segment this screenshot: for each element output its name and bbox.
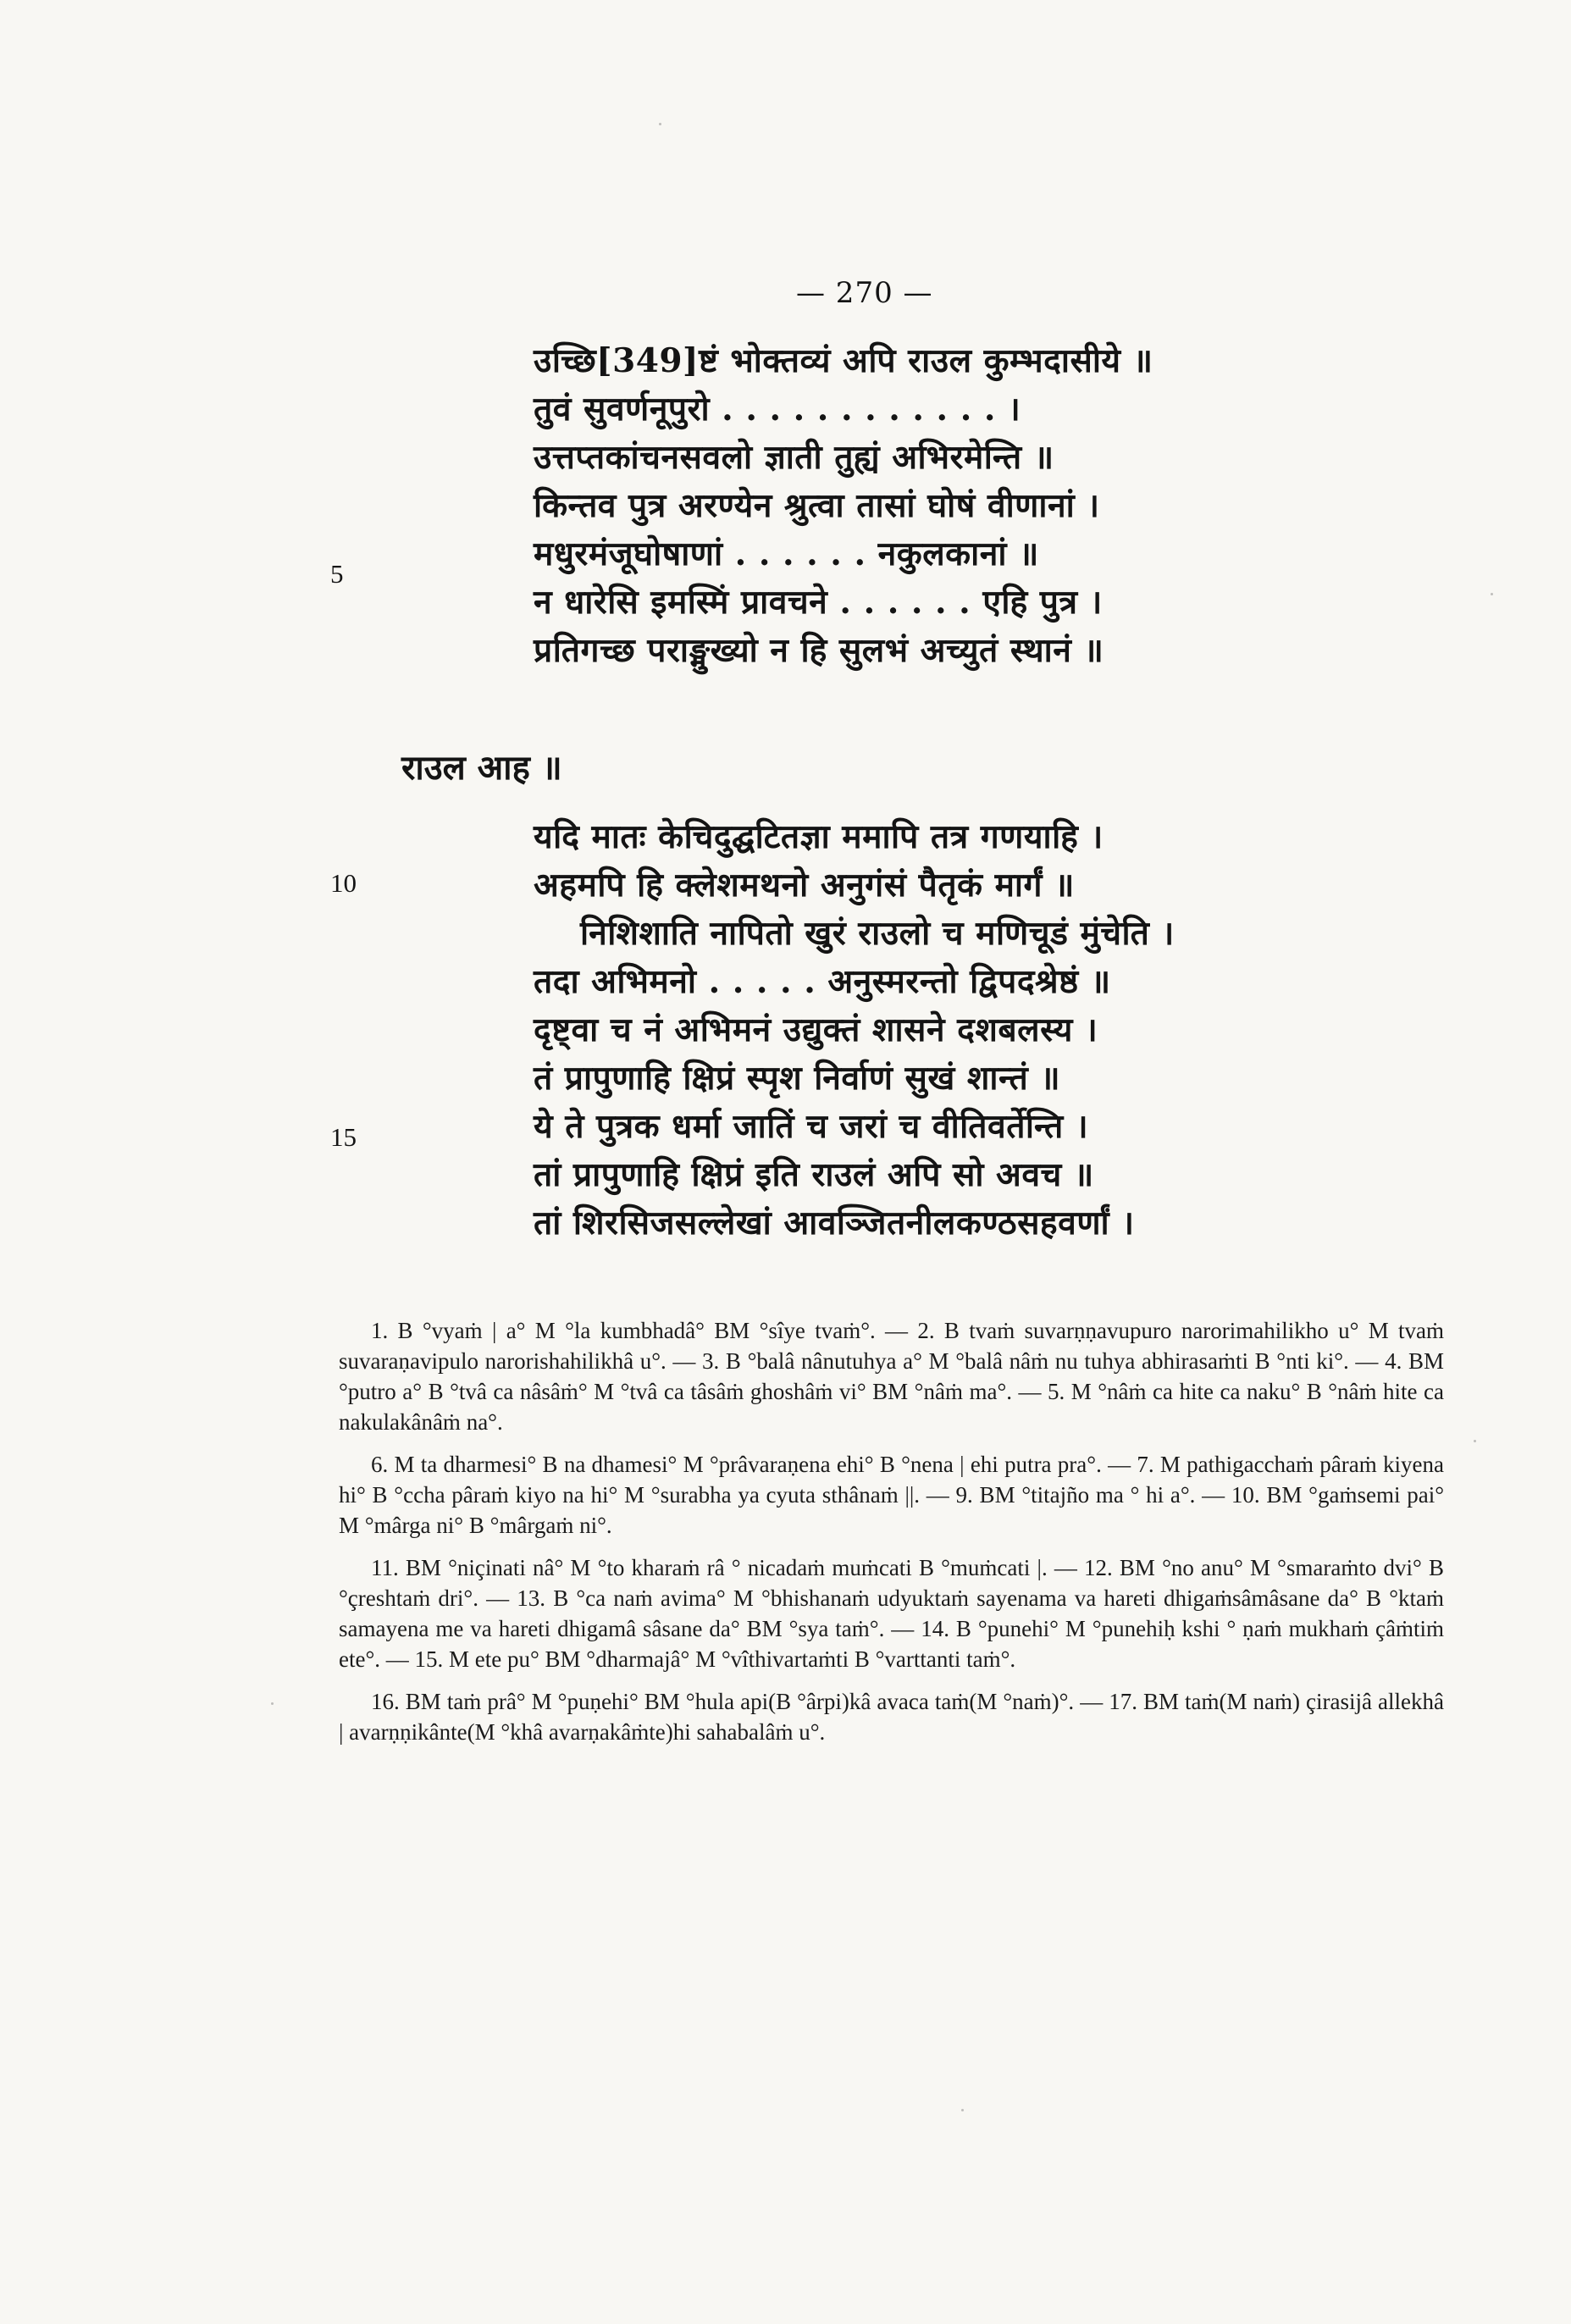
speaker-heading: राउल आह ॥ <box>401 748 562 788</box>
verse-line: तुवं सुवर्णनूपुरो . . . . . . . . . . . . । <box>534 390 1021 429</box>
footnote-paragraph: 11. BM °niçinati nâ° M °to kharaṁ râ ° nicadaṁ muṁcati B °muṁcati |. — 12. BM °no anu° M °smaraṁto dvi° B °çreshtaṁ dri°. — 13. B °ca naṁ avima° M °bhishanaṁ udyuktaṁ sayenama va hareti dhigaṁsâmâsane da° B °ktaṁ samayena me va hareti dhigamâ sâsane da° BM °sya taṁ°. — 14. B °punehi° M °punehiḥ kshi ° ṇaṁ mukhaṁ çâṁtiṁ ete°. — 15. M ete pu° BM °dharmajâ° M °vîthivartaṁti B °varttanti taṁ°. <box>339 1555 1444 1672</box>
line-number-10: 10 <box>330 868 357 898</box>
verse-section-2 <box>534 813 1296 1248</box>
verse-line: दृष्ट्वा च नं अभिमनं उद्युक्तं शासने दशबलस्य । <box>534 1010 1098 1049</box>
verse-line: न धारेसि इमस्मिं प्रावचने . . . . . . एहि पुत्र । <box>534 583 1103 622</box>
footnote-paragraph: 6. M ta dharmesi° B na dhamesi° M °prâvaraṇena ehi° B °nena | ehi putra pra°. — 7. M pathigacchaṁ pâraṁ kiyena hi° B °ccha pâraṁ kiyo na hi° M °surabha ya cyuta sthânaṁ ||. — 9. BM °titajño ma ° hi a°. — 10. BM °gaṁsemi pai° M °mârga ni° B °mârgaṁ ni°. <box>339 1452 1444 1538</box>
paper-speck <box>961 2109 964 2111</box>
verse-line: उत्तप्तकांचनसवलो ज्ञाती तुह्यं अभिरमेन्ति ॥ <box>534 438 1054 477</box>
paper-speck <box>1474 1440 1476 1442</box>
line-number-15: 15 <box>330 1122 357 1152</box>
verse-line: तां शिरसिजसल्लेखां आवञ्जितनीलकण्ठसहवर्णां । <box>534 1204 1135 1242</box>
verse-line: तदा अभिमनो . . . . . अनुस्मरन्तो द्विपदश्रेष्ठं ॥ <box>534 962 1111 1001</box>
footnote-paragraph: 16. BM taṁ prâ° M °puṇehi° BM °hula api(B °ârpi)kâ avaca taṁ(M °naṁ)°. — 17. BM taṁ(M naṁ) çirasijâ allekhâ | avarṇṇikânte(M °khâ avarṇakâṁte)hi sahabalâṁ u°. <box>339 1689 1444 1745</box>
verse-line: उच्छि[349]ष्टं भोक्तव्यं अपि राउल कुम्भदासीये ॥ <box>534 341 1153 380</box>
verse-line: मधुरमंजूघोषाणां . . . . . . नकुलकानां ॥ <box>534 534 1039 573</box>
verse-line: यदि मातः केचिदुद्घटितज्ञा ममापि तत्र गणयाहि । <box>534 817 1104 856</box>
verse-line: तं प्रापुणाहि क्षिप्रं स्पृश निर्वाणं सुखं शान्तं ॥ <box>534 1059 1061 1098</box>
page-number: — 270 — <box>796 276 933 310</box>
footnote-paragraph: 1. B °vyaṁ | a° M °la kumbhadâ° BM °sîye tvaṁ°. — 2. B tvaṁ suvarṇṇavupuro narorimahilikho u° M tvaṁ suvaraṇavipulo narorishahilikhâ u°. — 3. B °balâ nânutuhya a° M °balâ nâṁ nu tuhya abhirasaṁti B °nti ki°. — 4. BM °putro a° B °tvâ ca nâsâṁ° M °tvâ ca tâsâṁ ghoshâṁ vi° BM °nâṁ ma°. — 5. M °nâṁ ca hite ca naku° B °nâṁ hite ca nakulakânâṁ na°. <box>339 1318 1444 1435</box>
verse-line: प्रतिगच्छ पराङ्मुख्यो न हि सुलभं अच्युतं स्थानं ॥ <box>534 631 1104 670</box>
paper-speck <box>271 1702 274 1705</box>
paper-speck <box>1491 593 1493 595</box>
verse-section-1 <box>534 337 1296 675</box>
line-number-5: 5 <box>330 559 344 589</box>
verse-line: निशिशाति नापितो खुरं राउलो च मणिचूडं मुंचेति । <box>580 914 1175 953</box>
footnotes <box>339 1315 1444 1759</box>
paper-speck <box>659 123 661 125</box>
verse-line: तां प्रापुणाहि क्षिप्रं इति राउलं अपि सो अवच ॥ <box>534 1155 1094 1194</box>
verse-line: किन्तव पुत्र अरण्येन श्रुत्वा तासां घोषं वीणानां । <box>534 486 1100 525</box>
notes-separator <box>330 1279 1457 1280</box>
verse-line: ये ते पुत्रक धर्मा जातिं च जरां च वीतिवर्तेन्ति । <box>534 1107 1089 1146</box>
verse-line: अहमपि हि क्लेशमथनो अनुगंसं पैतृकं मार्गं ॥ <box>534 866 1075 905</box>
